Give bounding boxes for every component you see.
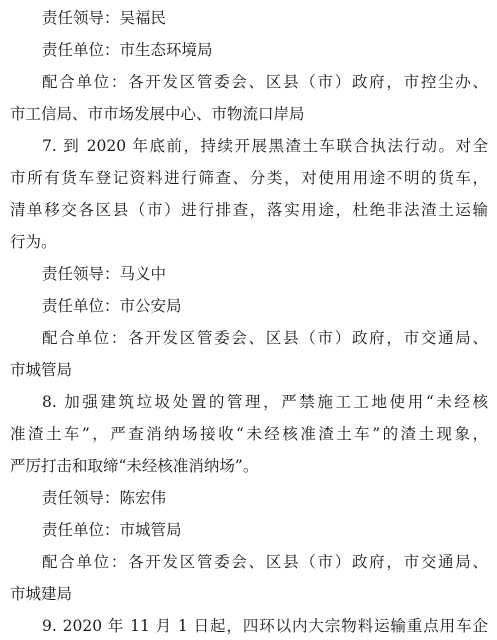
item-7-paragraph-line-3: 清单移交各区县（市）进行排查，落实用途，杜绝非法渣土运输 bbox=[10, 201, 488, 219]
item-7-paragraph-line-1: 7. 到 2020 年底前，持续开展黑渣土车联合执法行动。对全 bbox=[42, 137, 488, 155]
cooperating-units-continuation: 市城管局 bbox=[10, 361, 73, 379]
responsible-unit-line: 责任单位：市城管局 bbox=[42, 521, 182, 539]
cooperating-units-continuation: 市工信局、市市场发展中心、市物流口岸局 bbox=[10, 105, 305, 123]
cooperating-units-line: 配合单位：各开发区管委会、区县（市）政府，市交通局、 bbox=[42, 329, 488, 347]
responsible-leader-line: 责任领导：马义中 bbox=[42, 265, 167, 283]
cooperating-units-line: 配合单位：各开发区管委会、区县（市）政府，市交通局、 bbox=[42, 553, 488, 571]
item-7-paragraph-line-2: 市所有货车登记资料进行筛查、分类，对使用用途不明的货车， bbox=[10, 169, 488, 187]
responsible-unit-line: 责任单位：市公安局 bbox=[42, 297, 182, 315]
item-9-paragraph-line-1: 9. 2020 年 11 月 1 日起，四环以内大宗物料运输重点用车企 bbox=[42, 617, 488, 635]
responsible-leader-line: 责任领导：陈宏伟 bbox=[42, 489, 167, 507]
item-7-paragraph-line-4: 行为。 bbox=[10, 233, 57, 251]
item-8-paragraph-line-1: 8. 加强建筑垃圾处置的管理，严禁施工工地使用“未经核 bbox=[42, 393, 488, 411]
responsible-leader-line: 责任领导：吴福民 bbox=[42, 9, 167, 27]
item-8-paragraph-line-2: 准渣土车”，严查消纳场接收“未经核准渣土车”的渣土现象， bbox=[10, 425, 488, 443]
cooperating-units-line: 配合单位：各开发区管委会、区县（市）政府，市控尘办、 bbox=[42, 73, 488, 91]
responsible-unit-line: 责任单位：市生态环境局 bbox=[42, 41, 213, 59]
cooperating-units-continuation: 市城建局 bbox=[10, 585, 73, 603]
item-8-paragraph-line-3: 严厉打击和取缔“未经核准消纳场”。 bbox=[10, 457, 259, 475]
